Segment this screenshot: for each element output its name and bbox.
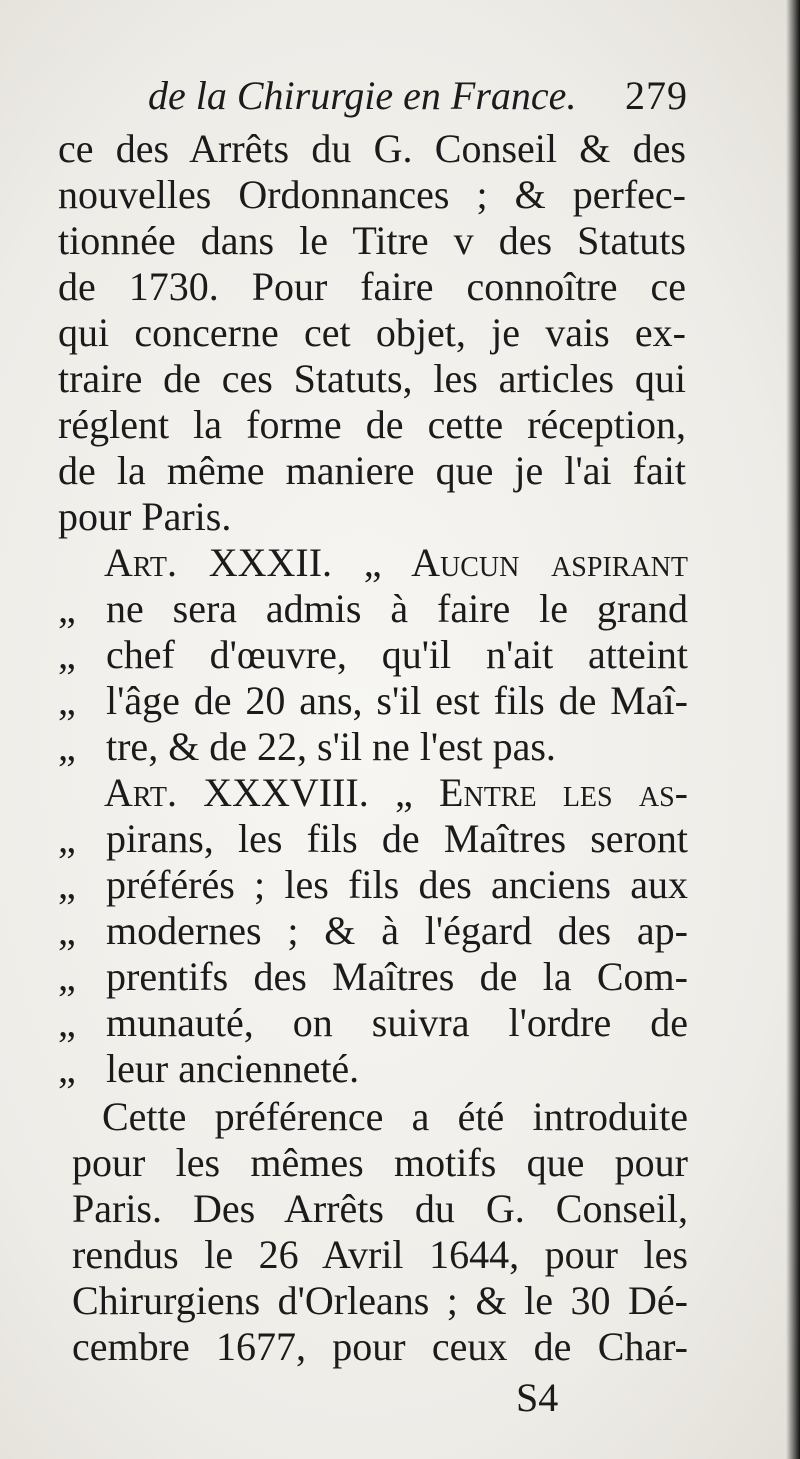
signature-mark: S4 <box>516 1375 559 1420</box>
text-line: munauté, on suivra l'ordre de <box>106 1000 688 1045</box>
text-line: rendus le 26 Avril 1644, pour les <box>72 1232 688 1277</box>
text-line: pirans, les fils de Maîtres seront <box>106 816 688 861</box>
text-line: de 1730. Pour faire connoître ce <box>58 264 686 309</box>
text-line: ce des Arrêts du G. Conseil & des <box>58 126 686 171</box>
text-line: nouvelles Ordonnances ; & perfec- <box>58 172 686 217</box>
text-line: préférés ; les fils des anciens aux <box>106 862 688 907</box>
quote-mark: „ <box>58 586 76 631</box>
quoted-line <box>58 1000 688 1046</box>
text-line: chef d'œuvre, qu'il n'ait atteint <box>106 632 688 677</box>
text-line: pour Paris. <box>58 494 232 539</box>
text-line: ne sera admis à faire le grand <box>106 586 688 631</box>
quote-mark: „ <box>58 862 76 907</box>
quoted-line <box>58 954 688 1000</box>
quote-mark: „ <box>58 1000 76 1045</box>
running-title: de la Chirurgie en France. <box>148 73 577 118</box>
text-line: Paris. Des Arrêts du G. Conseil, <box>72 1186 688 1231</box>
quote-mark: „ <box>58 816 76 861</box>
text-line: Cette préférence a été introduite <box>102 1094 688 1139</box>
quoted-line <box>58 862 688 908</box>
quoted-line <box>58 816 688 862</box>
quote-mark: „ <box>58 908 76 953</box>
quote-mark: „ <box>58 724 76 769</box>
quoted-line <box>58 678 688 724</box>
page-number: 279 <box>625 73 688 118</box>
quoted-line <box>58 724 688 770</box>
quote-mark: „ <box>58 632 76 677</box>
text-line: de la même maniere que je l'ai fait <box>58 448 686 493</box>
page-header <box>148 72 688 122</box>
quoted-line <box>58 1046 688 1092</box>
quote-mark: „ <box>58 1046 76 1091</box>
article-heading: Art. XXXVIII. „ Entre les as- <box>104 770 688 815</box>
quoted-line <box>58 908 688 954</box>
quoted-line <box>58 632 688 678</box>
quoted-line <box>58 586 688 632</box>
text-line: traire de ces Statuts, les articles qui <box>58 356 686 401</box>
page-edge-shadow <box>786 0 800 1459</box>
text-line: tionnée dans le Titre v des Statuts <box>58 218 686 263</box>
text-line: modernes ; & à l'égard des ap- <box>106 908 688 953</box>
text-line: leur ancienneté. <box>106 1046 360 1091</box>
quote-mark: „ <box>58 954 76 999</box>
text-line: réglent la forme de cette réception, <box>58 402 686 447</box>
text-line: pour les mêmes motifs que pour <box>72 1140 688 1185</box>
text-line: tre, & de 22, s'il ne l'est pas. <box>106 724 556 769</box>
text-line: cembre 1677, pour ceux de Char- <box>72 1324 688 1369</box>
text-line: prentifs des Maîtres de la Com- <box>106 954 688 999</box>
text-line: Chirurgiens d'Orleans ; & le 30 Dé- <box>72 1278 688 1323</box>
quote-mark: „ <box>58 678 76 723</box>
text-line: l'âge de 20 ans, s'il est fils de Maî- <box>106 678 688 723</box>
article-heading: Art. XXXII. „ Aucun aspirant <box>104 540 688 585</box>
text-line: qui concerne cet objet, je vais ex- <box>58 310 686 355</box>
